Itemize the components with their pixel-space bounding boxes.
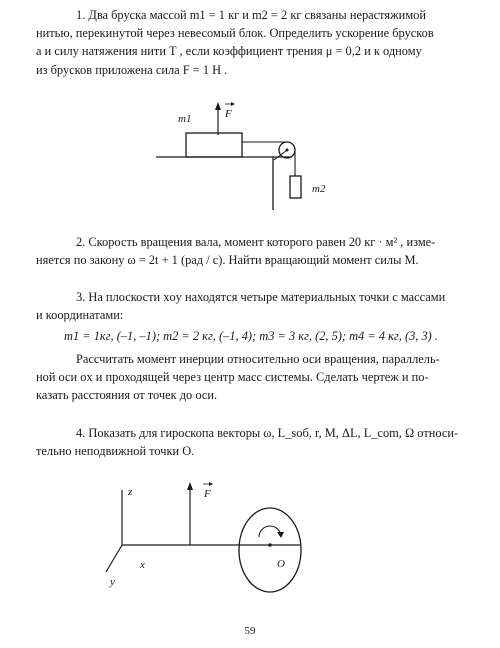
problem-4-line-1: 4. Показать для гироскопа векторы ω, L_soб, r, M, ΔL, L_com, Ω относи- xyxy=(76,426,459,440)
label-z: z xyxy=(128,486,133,498)
label-y: y xyxy=(110,576,115,588)
gyroscope-disk xyxy=(239,508,301,592)
label-x: x xyxy=(140,559,145,571)
label-m2: m2 xyxy=(312,183,326,195)
problem-1-line-3: a и силу натяжения нити T , если коэффициент трения μ = 0,2 и к одному xyxy=(36,44,422,59)
page-number: 59 xyxy=(244,625,256,637)
label-O: O xyxy=(277,558,285,570)
axis-y xyxy=(106,545,122,572)
problem-3-line-2: и координатами: xyxy=(36,308,124,323)
problem-3-line-1: 3. На плоскости xoy находятся четыре материальных точки с массами xyxy=(76,290,446,304)
problem-1-line-4: из брусков приложена сила F = 1 Н . xyxy=(36,62,228,77)
problem-3-task-line-1: Рассчитать момент инерции относительно оси вращения, параллель- xyxy=(76,352,440,366)
label-F1: F xyxy=(225,108,232,120)
force-arrowhead-4 xyxy=(187,482,193,490)
point-O xyxy=(268,543,272,547)
problem-1-line-1: 1. Два бруска массой m1 = 1 кг и m2 = 2 кг связаны нерастяжимой xyxy=(76,8,426,22)
label-F4: F xyxy=(204,488,211,500)
problem-1-line-2: нитью, перекинутой через невесомый блок. Определить ускорение брусков xyxy=(36,26,434,41)
vector-head-F4 xyxy=(209,482,213,486)
label-m1: m1 xyxy=(178,113,192,125)
problem-2-line-2: няется по закону ω = 2t + 1 (рад / с). Найти вращающий момент силы M. xyxy=(36,253,419,268)
problem-2-line-1: 2. Скорость вращения вала, момент которого равен 20 кг · м² , изме- xyxy=(76,235,436,249)
problem-3-masses: m1 = 1кг, (–1, –1); m2 = 2 кг, (–1, 4); m3 = 3 кг, (2, 5); m4 = 4 кг, (3, 3) . xyxy=(64,329,438,343)
rotation-arrowhead xyxy=(277,532,284,538)
rotation-arc xyxy=(259,526,281,537)
problem-4-line-2: тельно неподвижной точки O. xyxy=(36,444,195,459)
problem-3-task-line-3: казать расстояния от точек до оси. xyxy=(36,388,218,403)
problem-3-task-line-2: ной оси ox и проходящей через центр масс системы. Сделать чертеж и по- xyxy=(36,370,429,385)
